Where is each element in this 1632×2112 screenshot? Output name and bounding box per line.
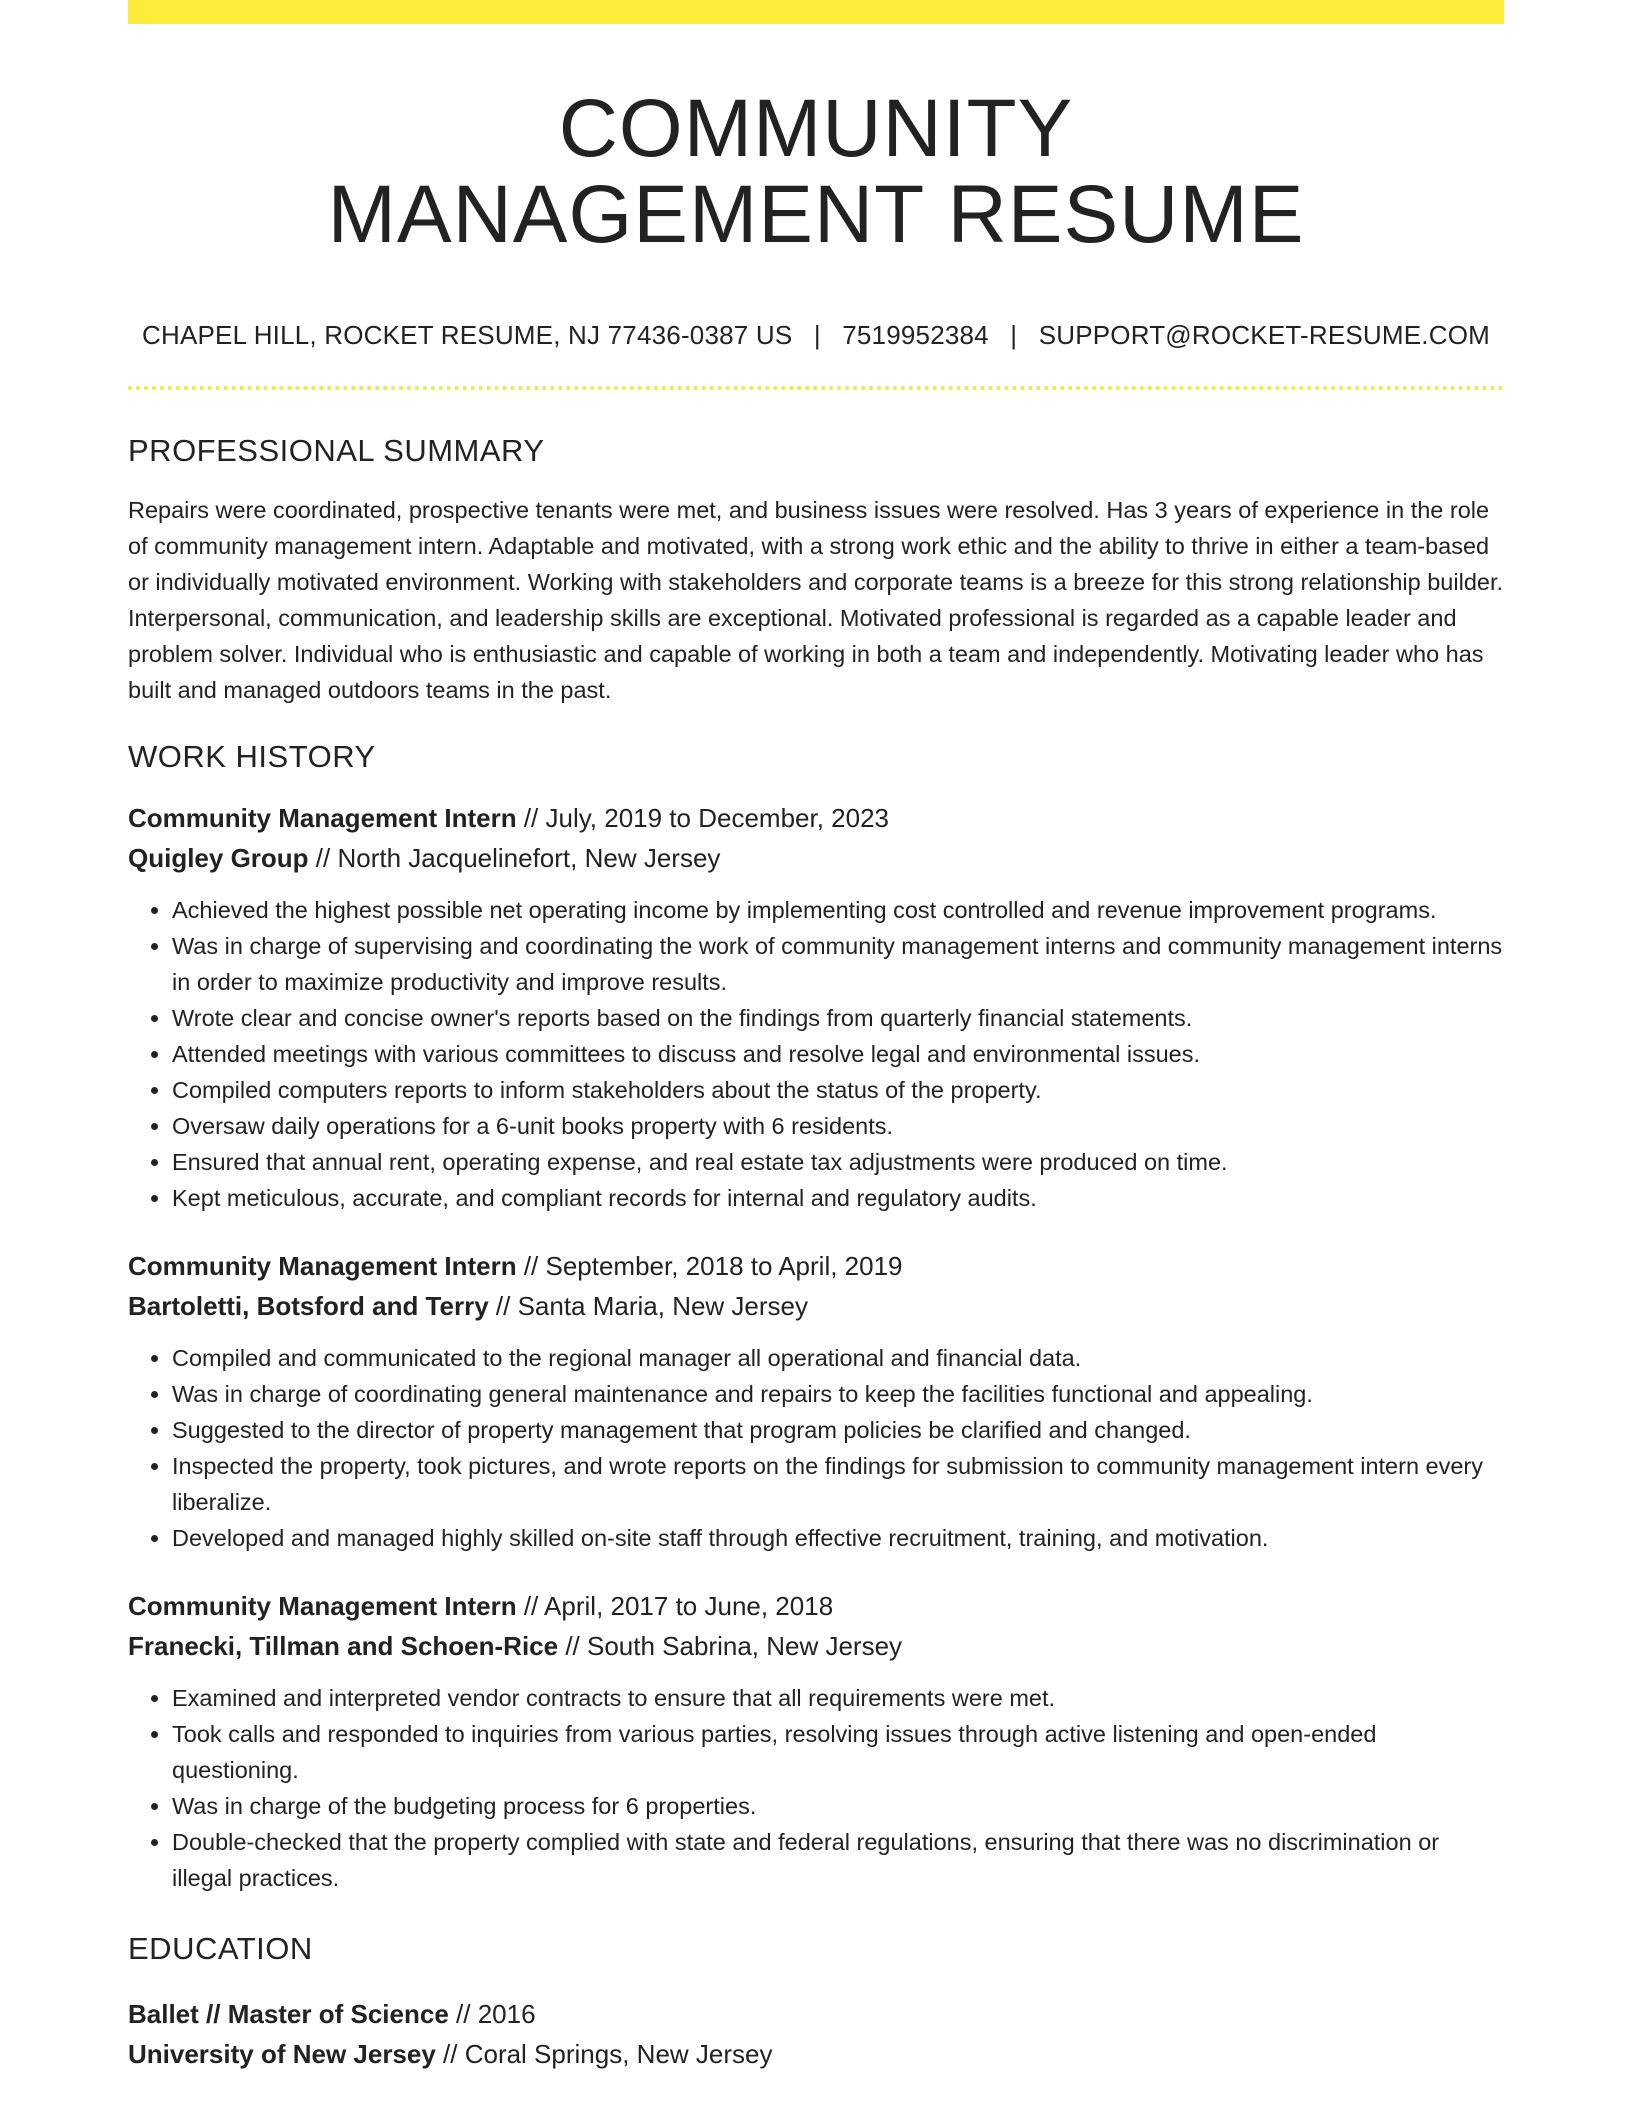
job-title: Community Management Intern — [128, 803, 517, 833]
contact-address: CHAPEL HILL, ROCKET RESUME, NJ 77436-0387 US — [142, 320, 793, 350]
job-location: // Santa Maria, New Jersey — [488, 1291, 809, 1321]
job-bullet: • Suggested to the director of property management that program policies be clarified and changed. — [172, 1412, 1504, 1448]
work-history-heading: WORK HISTORY — [128, 739, 376, 774]
education-location: // Coral Springs, New Jersey — [435, 2039, 773, 2069]
job-dates: // April, 2017 to June, 2018 — [516, 1591, 834, 1621]
job-bullets — [128, 1680, 1504, 1896]
job-bullet: • Wrote clear and concise owner's reports based on the findings from quarterly financial statements. — [172, 1000, 1504, 1036]
education-year: // 2016 — [448, 1999, 536, 2029]
job-bullet: • Ensured that annual rent, operating expense, and real estate tax adjustments were produced on time. — [172, 1144, 1504, 1180]
title-line-2: MANAGEMENT RESUME — [327, 169, 1305, 260]
job-title-line — [128, 798, 1504, 838]
resume-page — [128, 0, 1504, 2074]
education-degree: Ballet // Master of Science — [128, 1999, 449, 2029]
job-bullet: • Achieved the highest possible net operating income by implementing cost controlled and revenue improvement programs. — [172, 892, 1504, 928]
job-location: // North Jacquelinefort, New Jersey — [308, 843, 721, 873]
job-bullets — [128, 892, 1504, 1216]
contact-email: SUPPORT@ROCKET-RESUME.COM — [1038, 320, 1490, 350]
education-school: University of New Jersey — [128, 2039, 436, 2069]
job-company-line — [128, 838, 1504, 878]
job-bullets — [128, 1340, 1504, 1556]
education-entry — [128, 1994, 1504, 2074]
dotted-divider — [128, 386, 1504, 390]
job-bullet: • Attended meetings with various committees to discuss and resolve legal and environmental issues. — [172, 1036, 1504, 1072]
job-bullet: • Was in charge of the budgeting process for 6 properties. — [172, 1788, 1504, 1824]
education-degree-line — [128, 1994, 1504, 2034]
job-company-line — [128, 1286, 1504, 1326]
job-company-line — [128, 1626, 1504, 1666]
job-entry — [128, 798, 1504, 1216]
document-title — [128, 83, 1504, 260]
job-title-line — [128, 1246, 1504, 1286]
job-company: Franecki, Tillman and Schoen-Rice — [128, 1631, 559, 1661]
job-bullet: • Was in charge of supervising and coordinating the work of community management interns and community management interns in order to maximize productivity and improve results. — [172, 928, 1504, 1000]
job-bullet: • Was in charge of coordinating general maintenance and repairs to keep the facilities functional and appealing. — [172, 1376, 1504, 1412]
job-bullet: • Took calls and responded to inquiries from various parties, resolving issues through active listening and open-ended questioning. — [172, 1716, 1504, 1788]
job-title: Community Management Intern — [128, 1591, 517, 1621]
job-dates: // July, 2019 to December, 2023 — [516, 803, 889, 833]
job-bullet: • Compiled computers reports to inform stakeholders about the status of the property. — [172, 1072, 1504, 1108]
job-bullet: • Kept meticulous, accurate, and compliant records for internal and regulatory audits. — [172, 1180, 1504, 1216]
job-location: // South Sabrina, New Jersey — [558, 1631, 903, 1661]
job-bullet: • Oversaw daily operations for a 6-unit books property with 6 residents. — [172, 1108, 1504, 1144]
accent-bar — [128, 0, 1504, 24]
job-bullet: • Inspected the property, took pictures, and wrote reports on the findings for submission to community management intern every liberalize. — [172, 1448, 1504, 1520]
job-bullet: • Examined and interpreted vendor contracts to ensure that all requirements were met. — [172, 1680, 1504, 1716]
contact-phone: 7519952384 — [842, 320, 989, 350]
education-school-line — [128, 2034, 1504, 2074]
education-heading: EDUCATION — [128, 1931, 313, 1966]
summary-heading: PROFESSIONAL SUMMARY — [128, 433, 545, 468]
job-bullet: • Compiled and communicated to the regional manager all operational and financial data. — [172, 1340, 1504, 1376]
job-dates: // September, 2018 to April, 2019 — [516, 1251, 903, 1281]
job-title-line — [128, 1586, 1504, 1626]
contact-line — [128, 318, 1504, 352]
job-bullet: • Double-checked that the property complied with state and federal regulations, ensuring that there was no discrimination or illegal practices. — [172, 1824, 1504, 1896]
job-bullet: • Developed and managed highly skilled on-site staff through effective recruitment, training, and motivation. — [172, 1520, 1504, 1556]
summary-text: Repairs were coordinated, prospective tenants were met, and business issues were resolved. Has 3 years of experience in the role of community management intern. Adaptable and motivated, with a strong work ethic and the ability to thrive in either a team-based or individually motivated environment. Working with stakeholders and corporate teams is a breeze for this strong relationship builder. Interpersonal, communication, and leadership skills are exceptional. Motivated professional is regarded as a capable leader and problem solver. Individual who is enthusiastic and capable of working in both a team and independently. Motivating leader who has built and managed outdoors teams in the past. — [128, 497, 1504, 703]
job-entry — [128, 1586, 1504, 1896]
contact-separator: | — [813, 320, 821, 350]
job-company: Quigley Group — [128, 843, 309, 873]
job-entry — [128, 1246, 1504, 1556]
job-title: Community Management Intern — [128, 1251, 517, 1281]
job-company: Bartoletti, Botsford and Terry — [128, 1291, 489, 1321]
contact-separator: | — [1010, 320, 1018, 350]
title-line-1: COMMUNITY — [558, 83, 1074, 174]
